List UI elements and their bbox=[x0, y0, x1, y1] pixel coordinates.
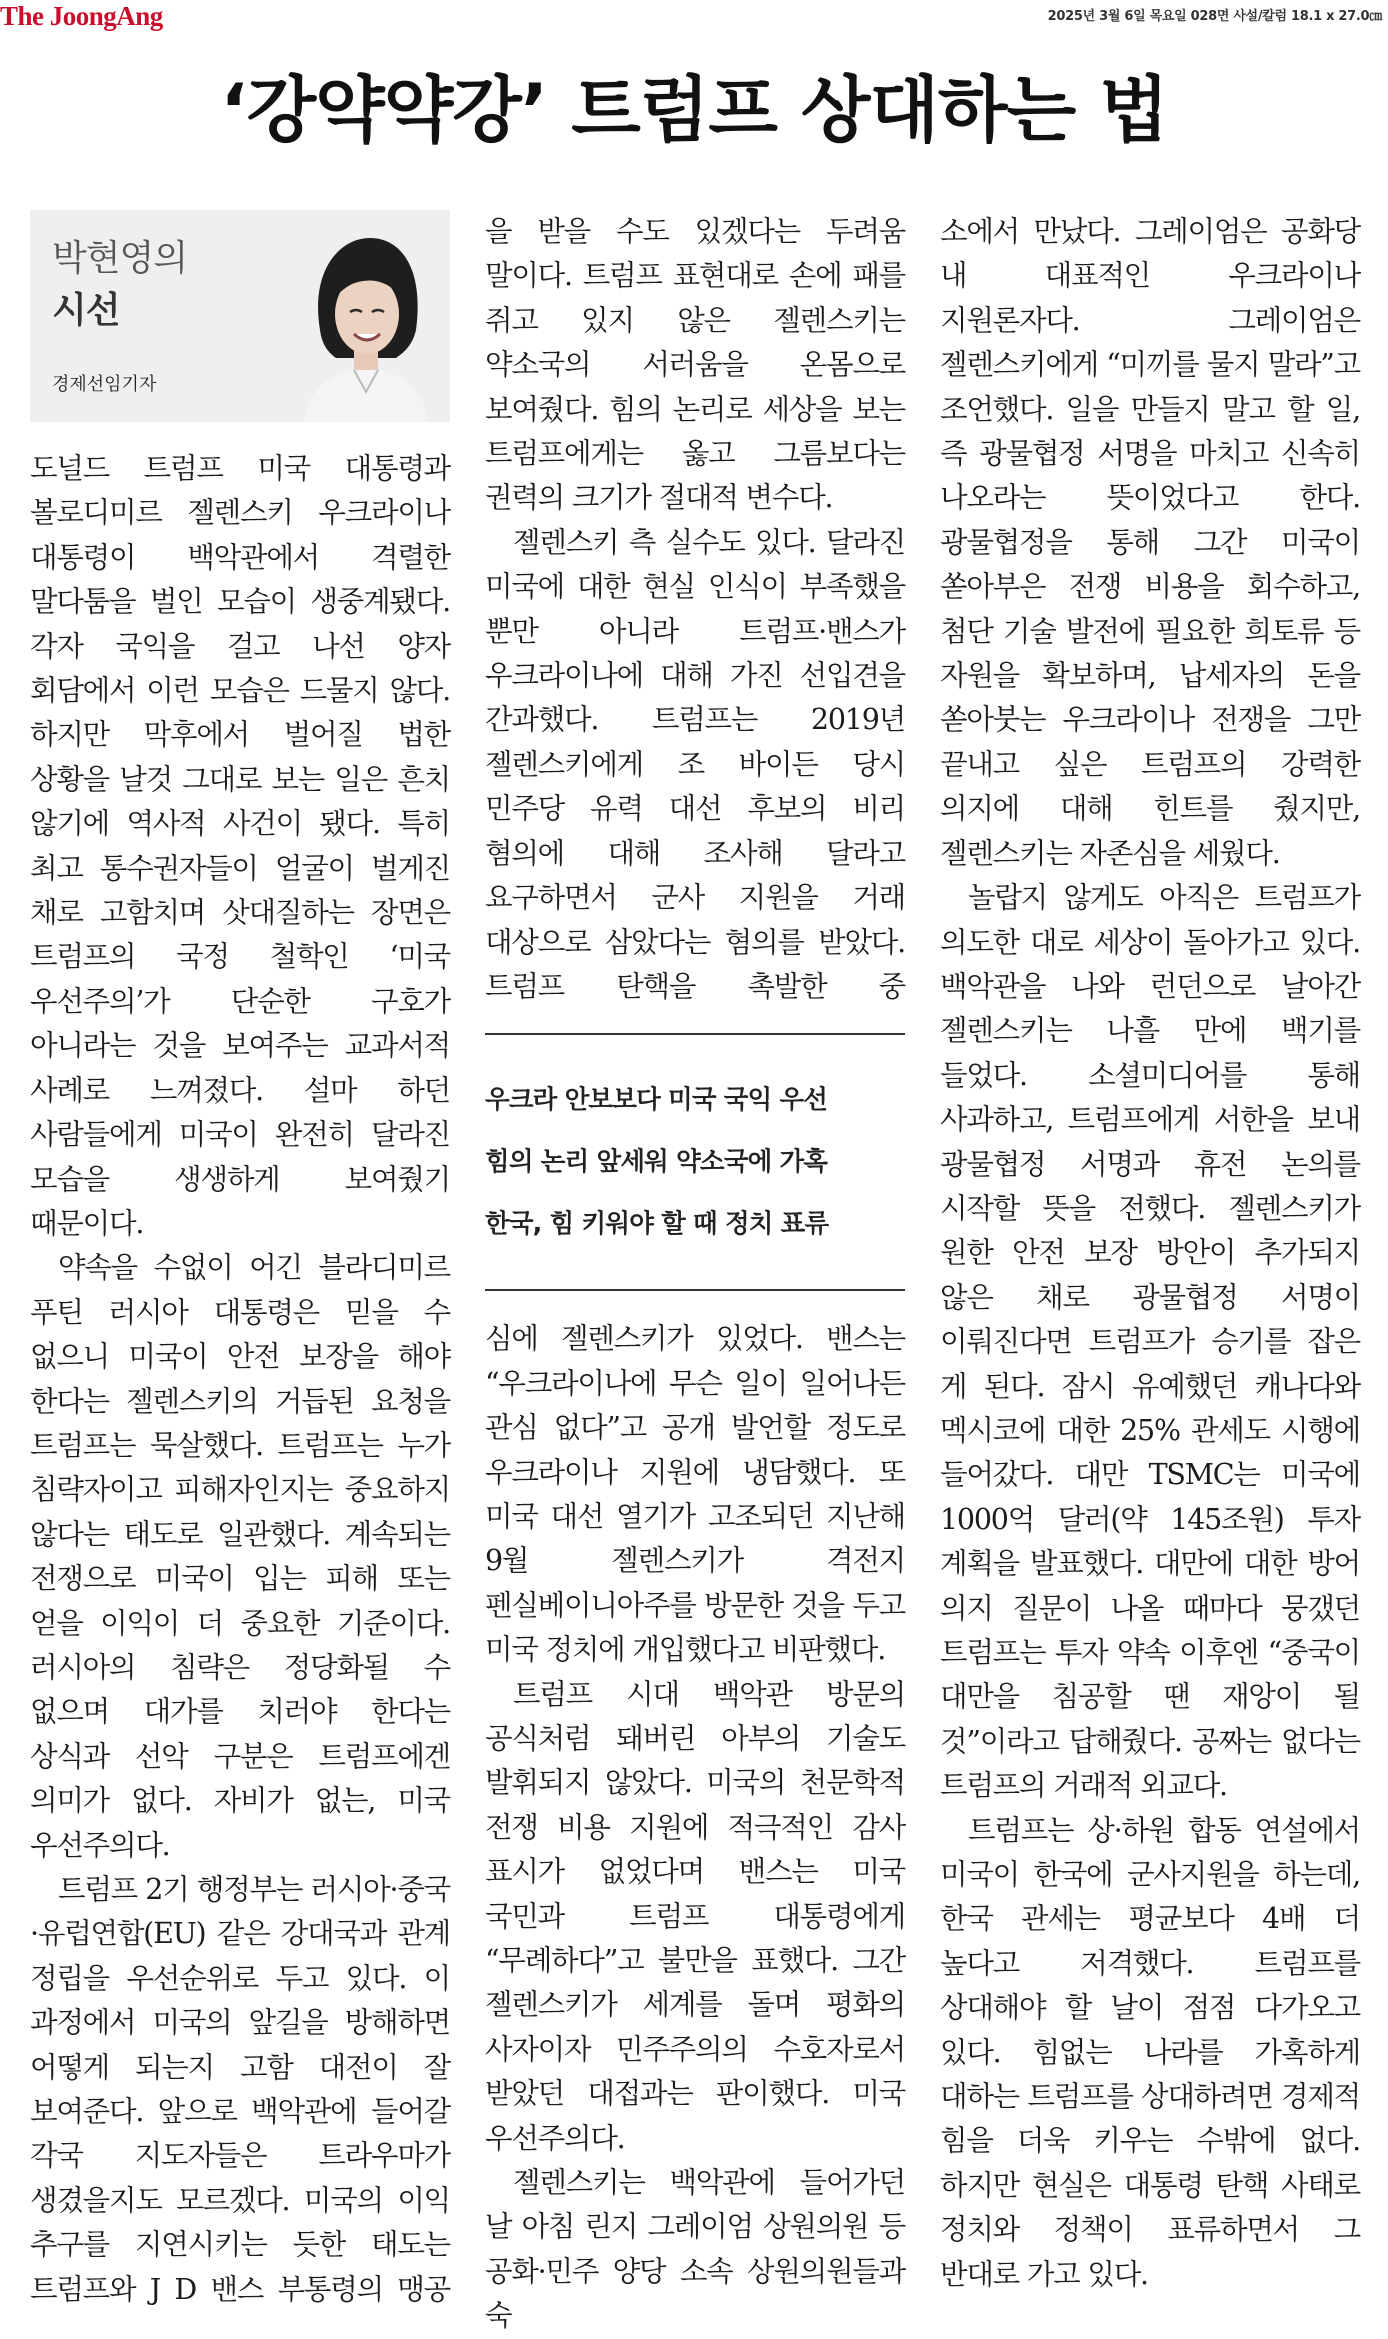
column-2-body-bottom bbox=[485, 1317, 905, 2338]
byline-role: 경제선임기자 bbox=[52, 374, 157, 395]
author-portrait bbox=[300, 230, 430, 422]
article-paragraph: 젤렌스키는 백악관에 들어가던 날 아침 린지 그레이엄 상원의원 등 공화·민주 양당 소속 상원의원들과 숙 bbox=[485, 2166, 905, 2333]
masthead bbox=[0, 0, 1388, 30]
byline-section: 시선 bbox=[52, 290, 120, 331]
article-paragraph: 트럼프는 상·하원 합동 연설에서 미국이 한국에 군사지원을 하는데, 한국 관세는 평균보다 4배 더 높다고 저격했다. 트럼프를 상대해야 할 날이 점점 다가오고 있다. 힘없는 나라를 가혹하게 대하는 트럼프를 상대하려면 경제적 힘을 더욱 키우는 수밖에 없다. 하지만 현실은 대통령 탄핵 사태로 정치와 정책이 표류하면서 그 반대로 가고 있다. bbox=[940, 1813, 1360, 2291]
publication-info: 2025년 3월 6일 목요일 028면 사설/칼럼 18.1 x 27.0㎝ bbox=[1047, 9, 1382, 24]
headline: ‘강약약강’ 트럼프 상대하는 법 bbox=[220, 68, 1168, 152]
pull-quote-line: 힘의 논리 앞세워 약소국에 가혹 bbox=[485, 1147, 828, 1178]
newspaper-logo: The JoongAng bbox=[0, 1, 163, 31]
article-paragraph: 소에서 만났다. 그레이엄은 공화당 내 대표적인 우크라이나 지원론자다. 그레이엄은 젤렌스키에게 “미끼를 물지 말라”고 조언했다. 일을 만들지 말고 할 일, 즉 광물협정 서명을 마치고 신속히 나오라는 뜻이었다고 한다. 광물협정을 통해 그간 미국이 쏟아부은 전쟁 비용을 회수하고, 첨단 기술 발전에 필요한 희토류 등 자원을 확보하며, 납세자의 돈을 쏟아붓는 우크라이나 전쟁을 그만 끝내고 싶은 트럼프의 강력한 의지에 대해 힌트를 줬지만, 젤렌스키는 자존심을 세웠다. bbox=[940, 215, 1360, 870]
article-paragraph: 을 받을 수도 있겠다는 두려움 말이다. 트럼프 표현대로 손에 패를 쥐고 있지 않은 젤렌스키는 약소국의 서러움을 온몸으로 보여줬다. 힘의 논리로 세상을 보는 트럼프에게는 옳고 그름보다는 권력의 크기가 절대적 변수다. bbox=[485, 215, 905, 515]
article-paragraph: 도널드 트럼프 미국 대통령과 볼로디미르 젤렌스키 우크라이나 대통령이 백악관에서 격렬한 말다툼을 벌인 모습이 생중계됐다. 각자 국익을 걸고 나선 양자 회담에서 이런 모습은 드물지 않다. 하지만 막후에서 벌어질 법한 상황을 날것 그대로 보는 일은 흔치 않기에 역사적 사건이 됐다. 특히 최고 통수권자들이 얼굴이 벌게진 채로 고함치며 삿대질하는 장면은 트럼프의 국정 철학인 ‘미국 우선주의’가 단순한 구호가 아니라는 것을 보여주는 교과서적 사례로 느껴졌다. 설마 하던 사람들에게 미국이 완전히 달라진 모습을 생생하게 보여줬기 때문이다. bbox=[30, 452, 450, 1240]
pull-quote-line: 한국, 힘 키워야 할 때 정치 표류 bbox=[485, 1209, 829, 1240]
byline-box bbox=[30, 210, 450, 422]
column-3-body bbox=[940, 210, 1360, 2297]
column-3 bbox=[940, 210, 1360, 2291]
pull-quote bbox=[485, 1033, 905, 1291]
article-paragraph: 놀랍지 않게도 아직은 트럼프가 의도한 대로 세상이 돌아가고 있다. 백악관을 나와 런던으로 날아간 젤렌스키는 나흘 만에 백기를 들었다. 소셜미디어를 통해 사과하고, 트럼프에게 서한을 보내 광물협정 서명과 휴전 논의를 시작할 뜻을 전했다. 젤렌스키가 원한 안전 보장 방안이 추가되지 않은 채로 광물협정 서명이 이뤄진다면 트럼프가 승기를 잡은 게 된다. 잠시 유예했던 캐나다와 멕시코에 대한 25% 관세도 시행에 들어갔다. 대만 TSMC는 미국에 1000억 달러(약 145조원) 투자 계획을 발표했다. 대만에 대한 방어 의지 질문이 나올 때마다 뭉갰던 트럼프는 투자 약속 이후엔 “중국이 대만을 침공할 땐 재앙이 될 것”이라고 답해줬다. 공짜는 없다는 트럼프의 거래적 외교다. bbox=[940, 881, 1360, 1803]
pull-quote-line: 우크라 안보보다 미국 국익 우선 bbox=[485, 1085, 828, 1116]
article-paragraph: 트럼프 시대 백악관 방문의 공식처럼 돼버린 아부의 기술도 발휘되지 않았다. 미국의 천문학적 전쟁 비용 지원에 적극적인 감사 표시가 없었다며 밴스는 미국 국민과 트럼프 대통령에게 “무례하다”고 불만을 표했다. 그간 젤렌스키가 세계를 돌며 평화의 사자이자 민주주의의 수호자로서 받았던 대접과는 판이했다. 미국 우선주의다. bbox=[485, 1677, 905, 2155]
byline-name: 박현영의 bbox=[52, 238, 188, 279]
column-1-body bbox=[30, 447, 450, 2312]
article-paragraph: 젤렌스키 측 실수도 있다. 달라진 미국에 대한 현실 인식이 부족했을 뿐만 아니라 트럼프·밴스가 우크라이나에 대해 가진 선입견을 간과했다. 트럼프는 2019년 젤렌스키에게 조 바이든 당시 민주당 유력 대선 후보의 비리 혐의에 대해 조사해 달라고 요구하면서 군사 지원을 거래 대상으로 삼았다는 혐의를 받았다. 트럼프 탄핵을 촉발한 중 bbox=[485, 525, 905, 1003]
article-paragraph: 약속을 수없이 어긴 블라디미르 푸틴 러시아 대통령은 믿을 수 없으니 미국이 안전 보장을 해야 한다는 젤렌스키의 거듭된 요청을 트럼프는 묵살했다. 트럼프는 누가 침략자이고 피해자인지는 중요하지 않다는 태도로 일관했다. 계속되는 전쟁으로 미국이 입는 피해 또는 얻을 이익이 더 중요한 기준이다. 러시아의 침략은 정당화될 수 없으며 대가를 치러야 한다는 상식과 선악 구분은 트럼프에겐 의미가 없다. 자비가 없는, 미국 우선주의다. bbox=[30, 1251, 450, 1862]
column-2-body-top bbox=[485, 210, 905, 1009]
column-1 bbox=[30, 210, 450, 2306]
column-2 bbox=[485, 210, 905, 2333]
article-paragraph: 심에 젤렌스키가 있었다. 밴스는 “우크라이나에 무슨 일이 일어나든 관심 없다”고 공개 발언할 정도로 우크라이나 지원에 냉담했다. 또 미국 대선 열기가 고조되던 지난해 9월 젤렌스키가 격전지 펜실베이니아주를 방문한 것을 두고 미국 정치에 개입했다고 비판했다. bbox=[485, 1322, 905, 1667]
article-paragraph: 트럼프 2기 행정부는 러시아·중국·유럽연합(EU) 같은 강대국과 관계 정립을 우선순위로 두고 있다. 이 과정에서 미국의 앞길을 방해하면 어떻게 되는지 고함 대전이 잘 보여준다. 앞으로 백악관에 들어갈 각국 지도자들은 트라우마가 생겼을지도 모르겠다. 미국의 이익 추구를 지연시키는 듯한 태도는 트럼프와 J D 밴스 부통령의 맹공 bbox=[30, 1873, 450, 2306]
